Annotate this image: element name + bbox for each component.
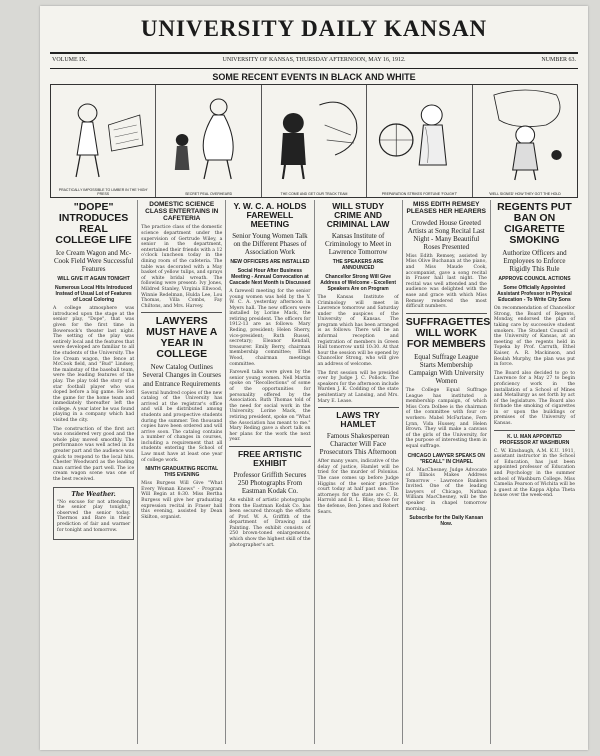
headline: LAWYERS MUST HAVE A YEAR IN COLLEGE [146, 315, 218, 361]
column-6 [491, 200, 578, 744]
article-body: The construction of the first act was considered very good and the whole play moved smoothly. The performance was well acted in its greater part and the audience was quick to respond to the local hits. Chester Woodward as the leading man carried the part well. The ice cream wagon scene was one of the best received. [53, 426, 135, 483]
article-body: Miss Burgess Will Give "What Every Woman Knows" - Program Will Begin at 8:30. Miss Bertha Burgess will give her graduating expression recital in Fraser hall this evening, assisted by Dean Skilton, organist. [141, 481, 223, 520]
cartoon-drawing [262, 85, 366, 185]
subhead: Numerous Local Hits Introduced Instead of Usual Lot of Features of Local Coloring [54, 285, 133, 304]
cartoon-caption: PREPARATION STRIKES FORTUNE 'FOUGHT' [381, 192, 458, 196]
deck: Crowded House Greeted Artists at Song Recital Last Night - Many Beautiful Roses Presented [407, 218, 485, 251]
cartoon-panel [156, 85, 261, 197]
cartoon-panel [367, 85, 472, 197]
weather-box [53, 487, 134, 541]
headline: MISS EDITH REMSEY PLEASES HER HEARERS [406, 201, 486, 215]
article-body: Col. MacChesney, Judge Advocate of Illinois Makes Address Tomorrow - Lawrence Bankers Invited. One of the leading lawyers of Chicago, Nathan William MacChesney, will be the speaker in chapel tomorrow morning. [405, 467, 487, 512]
deck: New Catalog Outlines Several Changes in Courses and Entrance Requirements [142, 363, 221, 388]
article-body: The College Equal Suffrage League has instituted a membership campaign, of which Miss Cora Dolbee is the chairman of the committee with four co-workers: Mabel McFarlane, Fern Lynn, Vida Hussey, and Helen Brown. They will make a canvass of the girls of the University, for the purpose of interesting them in equal suffrage. [405, 387, 487, 449]
column-4 [315, 200, 403, 744]
divider [229, 446, 310, 447]
article-body: An exhibit of artistic photographs from the Eastman Kodak Co. has been secured through the efforts of Prof. W. A. Griffith of the department of Drawing and Painting. The exhibit consists of 250 brown-toned enlargements, which show the highest skill of the photographer's art. [229, 497, 311, 548]
deck: Kansas Institute of Criminology to Meet in Lawrence Tomorrow [324, 231, 392, 256]
dateline-text: UNIVERSITY OF KANSAS, THURSDAY AFTERNOON, MAY 16, 1912. [222, 57, 406, 63]
cartoon-caption: THE COME AND GET OUR TRACK TEAM [280, 192, 348, 196]
article-body: Several hundred copies of the new catalog of the University has arrived at the registrar's office and will be distributed among students and prospective students during the summer. Ten thousand copies have been ordered and will arrive soon. The catalog contains a number of changes in courses, including a requirement that all students entering the School of Law must have at least one year of college work. [141, 390, 223, 463]
headline: LAWS TRY HAMLET [336, 410, 380, 430]
subhead: APPROVE COUNCIL ACTIONS [498, 276, 571, 283]
cartoon-panel [473, 85, 577, 197]
article-body: The Kansas Institute of Criminology will meet in Lawrence tomorrow and Saturday under the auspices of the University of Kansas. The program which has been arranged is as follows: There will be an informal reception and registration of members in Green Hall tomorrow until 10:30. At that hour the session will be opened by Chancellor Strong, who will give an address of welcome. [317, 294, 399, 368]
column-1 [50, 200, 138, 744]
deck: Ice Cream Wagon and Mc-Cook Field Were Successful Features [53, 249, 134, 274]
article-body: The practice class of the domestic science department under the supervision of Gertrude Wiley, a senior in the department, entertained their friends with a 12 o'clock luncheon today in the dining room of the cafeteria. The table was decorated with a May basket of yellow tulips, and sprays of white bridal wreath. The following were present: Ivy Jones, Mildred Stanley, Virginia Ellwood, Winnie Redelman, Hulda Lee, Lou Thomas, Villa Combs, Fay Chiltons, and Mrs. Harvey. [141, 225, 223, 309]
deck: Authorize Officers and Employees to Enforce Rigidly This Rule [502, 249, 567, 274]
deck: Equal Suffrage League Starts Membership Campaign With University Women [408, 352, 484, 385]
subhead: Chancellor Strong Will Give Address of Welcome - Excellent Speakers Are on Program [320, 273, 396, 292]
subscribe-footer: Subscribe for the Daily Kansan Now. [409, 515, 484, 528]
article-body: On recommendation of Chancellor Strong, the Board of Regents, Monday, endorsed the plan of taking care by successive student smokers. The Student Council of the University of Kansas, at an meeting of the regents held in Topeka by Prof. Carruth, Ethel Kaiser, A. R. Mackinson, and Beulah Murphy, the plan was put in force. [493, 306, 576, 368]
subhead: Some Officially Appointed Assistant Professor in Physical Education - To Write City Sons [497, 285, 572, 304]
deck: Professor Griffith Secures 250 Photographs From Eastman Kodak Co. [233, 470, 307, 495]
issue-number: NUMBER 63. [541, 57, 576, 63]
article-body: After many years, indicative of the delay of justice, Hamlet will be tried for the murder of Polonius. The case comes up before Judge Higgins of the senior practice court today at half past one. The attorneys for the state are C. R. Harrold and B. L. Bliss; those for the defense, Ben Jones and Robert Sears. [317, 459, 399, 515]
headline: Y. W. C. A. HOLDS FAREWELL MEETING [233, 201, 307, 229]
column-2 [138, 200, 226, 744]
headline: SUFFRAGETTES WILL WORK FOR MEMBERS [405, 315, 491, 350]
divider [406, 313, 487, 314]
cartoon-caption: 'WELL SIGNED' HOW THEY GOT THE HOLD [488, 192, 561, 196]
column-5 [403, 200, 491, 744]
headline: "DOPE" INTRODUCES REAL COLLEGE LIFE [55, 201, 132, 247]
divider [141, 312, 222, 313]
subhead: NINTH GRADUATING RECITAL THIS EVENING [145, 466, 219, 479]
cartoon-drawing [367, 85, 471, 185]
cartoon-strip-title: SOME RECENT EVENTS IN BLACK AND WHITE [212, 72, 416, 82]
article-columns [50, 200, 578, 744]
masthead-title: UNIVERSITY DAILY KANSAN [140, 16, 488, 41]
article-body: A college atmosphere was introduced upon the stage at the senior play, "Dope", that was given for the first time in Bowersock's theater last night. The setting of the play was entirely local and the features that were developed are familiar to all the students of the University. The Ice Cream wagon, the fence at McCook field, and "Bud" Lindsey, the mainstay of the baseball team, were the leading features of the play. The play told the story of a star football player who was doped before a big game. He lost the game for the home team and immediately thereafter left the college. A year later he was found playing in a company which had visited the city. [53, 306, 135, 424]
cartoon-caption: SECRET PEAL OVERHEARD [185, 192, 233, 196]
divider [494, 430, 575, 431]
divider [318, 407, 399, 408]
subhead: NEW OFFICERS ARE INSTALLED [230, 258, 310, 265]
article-body: C. W. Kinsbaugh, A.M. K.U. 1911, assistant instructor in the School of Education, has just been appointed professor of Education and Psychology in the summer school of Washburn College. Miss Camelia Pearson of Wichita will be a guest at the Kappa Alpha Theta house over the week-end. [493, 448, 576, 499]
headline: REGENTS PUT BAN ON CIGARETTE SMOKING [497, 201, 572, 247]
newspaper-page [40, 6, 588, 750]
deck: Senior Young Women Talk on the Different Phases of Association Work [232, 231, 308, 256]
subhead: K. U. MAN APPOINTED PROFESSOR AT WASHBURN [499, 433, 570, 446]
subhead: WILL GIVE IT AGAIN TONIGHT [57, 276, 130, 283]
headline: DOMESTIC SCIENCE CLASS ENTERTAINS IN CAFETERIA [145, 201, 219, 222]
cartoon-caption: PRACTICALLY IMPOSSIBLE TO LIMBER IN THE 'HIGH' PRESS [58, 188, 148, 196]
cartoon-drawing [51, 85, 155, 185]
cartoon-panel [51, 85, 156, 197]
subhead: THE SPEAKERS ARE ANNOUNCED [332, 258, 384, 271]
weather-body: "No excuse for not attending the senior play tonight," observed the senior today. Thermos and Bare in their prediction of fair and warmer for tonight and tomorrow. [57, 499, 131, 533]
article-body: The Board also decided to go to Lawrence for a May 27 to begin proficiency work in the installation of a School of Mines and Metallurgy as set forth by act of the legislature. The Board also forbade the smoking of cigarettes in or upon the buildings or premises of the University of Kansas. [493, 370, 576, 427]
deck: Famous Shakesperean Character Will Face Prosecutors This Afternoon [319, 432, 397, 457]
dateline-bar [50, 52, 578, 69]
column-3 [226, 200, 314, 744]
headline: FREE ARTISTIC EXHIBIT [237, 448, 302, 468]
cartoon-drawing [156, 85, 260, 185]
article-body: Miss Edith Remsey, assisted by Miss Olive Buchanan at the piano, and Miss Maude Cook, accompanist, gave a song recital in Fraser hall last night. The recital was well attended and the audience was delighted with the ease and grace with which Miss Remsey rendered the most difficult numbers. [405, 253, 487, 310]
article-body: The first session will be presided over by Judge J. C. Pollock. The speakers for the afternoon include Warden J. K. Codding of the state penitentiary at Lansing, and Mrs. Mary E. Lease. [317, 370, 399, 404]
subhead: CHICAGO LAWYER SPEAKS ON "RECALL" IN CHAPEL [407, 452, 485, 465]
cartoon-panel [262, 85, 367, 197]
article-body: A farewell meeting for the senior young women was held by the Y. W. C. A. yesterday afternoon in Myers hall. The new officers were installed by Lorine Mack, the retiring president. The officers for 1912-13 are as follows: Mary Reding, president; Helen Sherry, vice-president; Ruth Russel, secretary; Eleanor Kendall, treasurer. Emily Berry, chairman membership committee; Ethel Wood, chairman meetings committee. [229, 288, 311, 367]
cartoon-strip [50, 84, 578, 198]
article-body: Farewell talks were given by the senior young women. Nell Martin spoke on "Recollections" of some of the opportunities for personality offered by the Association. Ruth Thomas told of the need for social work in the University. Lorine Mack, the retiring president, spoke on "What the Association has meant to me." Mary Reding gave a short talk on her plans for the work the next year. [229, 370, 311, 443]
subhead: Social Hour After Business Meeting - Annual Convocation at Cascade Next Month is Discussed [229, 267, 311, 286]
weather-title: The Weather. [71, 490, 116, 498]
headline: WILL STUDY CRIME AND CRIMINAL LAW [326, 201, 390, 229]
volume-label: VOLUME IX. [52, 57, 87, 63]
cartoon-drawing [473, 85, 577, 185]
